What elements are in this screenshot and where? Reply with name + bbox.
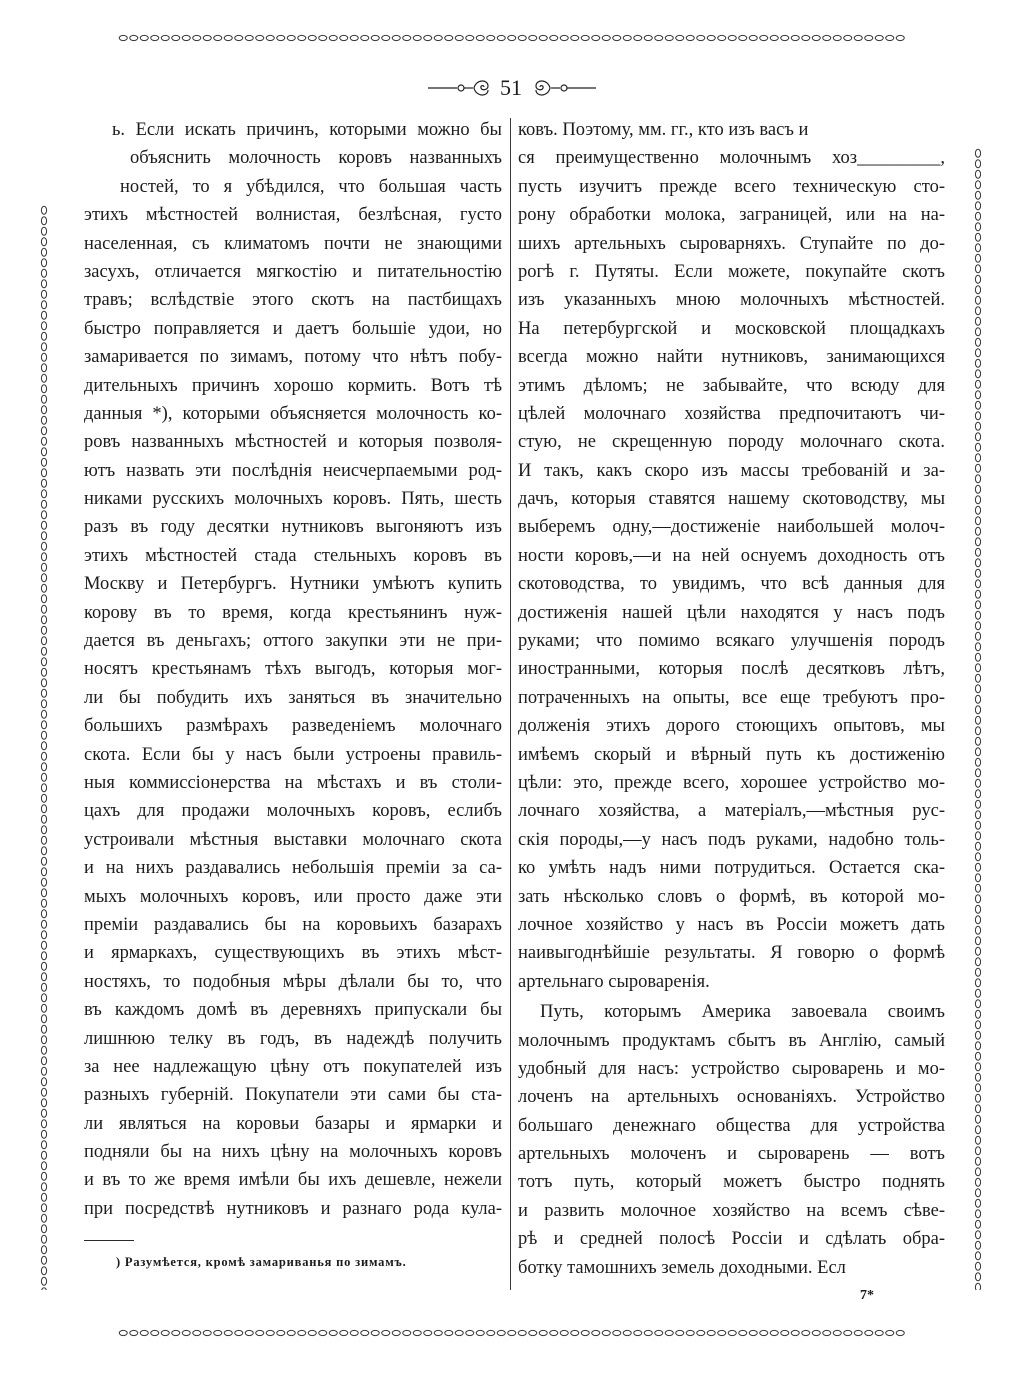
text-line: этихъ мѣстностей волнистая, безлѣсная, густо — [84, 205, 502, 226]
text-line: и въ то же время имѣли бы ихъ дешевле, нежели — [84, 1170, 502, 1191]
text-line: мыхъ молочныхъ коровъ, или просто даже эти — [84, 886, 502, 907]
text-line: дительныхъ причинъ хорошо кормить. Вотъ тѣ — [84, 375, 502, 396]
text-line: ко умѣть надъ ними потрудиться. Остается ска- — [518, 858, 945, 879]
left-column — [84, 116, 502, 1223]
text-line: за нее надлежащую цѣну отъ покупателей изъ — [84, 1056, 502, 1077]
text-line: носятъ крестьянамъ тѣхъ выгодъ, которыя мог- — [84, 659, 502, 680]
text-line: дачъ, которыя ставятся нашему скотоводству, мы — [518, 489, 945, 510]
text-line: подняли бы на нихъ цѣну на молочныхъ коровъ — [84, 1142, 502, 1163]
text-line: въ каждомъ домѣ въ деревняхъ припускали бы — [84, 1000, 502, 1021]
text-line: ли являться на коровьи базары и ярмарки и — [84, 1113, 502, 1134]
text-line: иностранными, которыя послѣ десятковъ лѣтъ, — [518, 659, 945, 680]
text-line: лочнаго хозяйства, а матеріалъ,—мѣстныя рус- — [518, 801, 945, 822]
text-line: разныхъ губерній. Покупатели эти сами бы ста- — [84, 1085, 502, 1106]
text-line: скотоводства, то увидимъ, что всѣ данныя для — [518, 574, 945, 595]
text-line: артельныхъ молоченъ и сыроварень — вотъ — [518, 1144, 945, 1165]
column-divider — [510, 118, 511, 1290]
right-column — [518, 116, 945, 1282]
footnote: ) Разумѣется, кромѣ замариванья по зимамъ. — [116, 1255, 407, 1269]
text-line: корову въ то время, когда крестьянинъ нуж- — [84, 602, 502, 623]
text-line: ностей, то я убѣдился, что большая часть — [120, 176, 502, 197]
text-line: данныя *), которыми объясняется молочность ко- — [84, 403, 502, 424]
text-line: объяснить молочность коровъ названныхъ — [130, 148, 502, 169]
right-chain-border — [973, 148, 983, 1290]
text-line: стую, не скрещенную породу молочнаго скота. — [518, 432, 945, 453]
footnote-rule — [84, 1240, 134, 1241]
text-line: наивыгоднѣйшіе результаты. Я говорю о формѣ — [518, 943, 945, 964]
text-line: скія породы,—у насъ подъ руками, надобно толь- — [518, 829, 945, 850]
text-line: и развить молочное хозяйство на всемъ сѣве- — [518, 1200, 945, 1221]
text-line: ботку тамошнихъ земель доходными. Есл — [518, 1257, 846, 1278]
text-line: быстро поправляется и даетъ большіе удои, но — [84, 318, 502, 339]
text-line: большаго денежнаго общества для устройства — [518, 1115, 945, 1136]
text-line: выберемъ одну,—достиженіе наибольшей молоч- — [518, 517, 945, 538]
page-number: 51 — [500, 75, 522, 100]
signature-mark: 7* — [860, 1288, 874, 1303]
text-line: шихъ артельныхъ сыроварняхъ. Ступайте по до- — [518, 233, 945, 254]
left-chain-border — [39, 205, 49, 1290]
text-line: ныя коммиссіонерства на мѣстахъ и въ столи- — [84, 772, 502, 793]
text-line: разъ въ году десятки нутниковъ выгоняютъ изъ — [84, 517, 502, 538]
text-line: И такъ, какъ скоро изъ массы требованій и за- — [518, 460, 945, 481]
text-line: и ярмаркахъ, существующихъ въ этихъ мѣст- — [84, 943, 502, 964]
text-line: дается въ деньгахъ; оттого закупки эти не при- — [84, 631, 502, 652]
text-line: ь. Если искать причинъ, которыми можно бы — [112, 120, 502, 140]
text-line: потраченныхъ на опыты, все еще требуютъ про- — [518, 687, 945, 708]
text-line: лишнюю телку въ годъ, въ надеждѣ получить — [84, 1028, 502, 1049]
text-line: молочнымъ продуктамъ сбытъ въ Англію, самый — [518, 1030, 945, 1051]
text-line: рону обработки молока, заграницей, или на на- — [518, 205, 945, 226]
text-line: при посредствѣ нутниковъ и разнаго рода кула- — [84, 1198, 502, 1219]
text-line: скота. Если бы у насъ были устроены правиль- — [84, 744, 502, 765]
text-line: ютъ назвать эти послѣднія неисчерпаемыми род- — [84, 460, 502, 481]
text-line: цѣлей молочнаго хозяйства предпочитаютъ чи- — [518, 403, 945, 424]
text-line: и на нихъ раздавались небольшія преміи за са- — [84, 858, 502, 879]
text-line: засухъ, отличается мягкостію и питательностію — [84, 261, 502, 282]
top-chain-border — [118, 33, 905, 43]
text-line: ковъ. Поэтому, мм. гг., кто изъ васъ и — [518, 120, 809, 140]
text-line: рогѣ г. Путяты. Если можете, покупайте скотъ — [518, 261, 945, 282]
text-line: устроивали мѣстныя выставки молочнаго скота — [84, 829, 502, 850]
bottom-chain-border — [118, 1328, 905, 1338]
text-line: достиженія нашей цѣли находятся у насъ подъ — [518, 602, 945, 623]
text-line: долженія этихъ дорого стоющихъ опытовъ, мы — [518, 716, 945, 737]
paragraph — [518, 998, 945, 1282]
text-line: руками; что помимо всякаго улучшенія породъ — [518, 631, 945, 652]
text-line: удобный для насъ: устройство сыроварень и мо- — [518, 1058, 945, 1079]
text-line: этимъ дѣломъ; не забывайте, что всюду для — [518, 375, 945, 396]
text-line: ности коровъ,—и на ней оснуемъ доходность отъ — [518, 545, 945, 566]
text-line: пусть изучитъ прежде всего техническую сто- — [518, 176, 945, 197]
paragraph — [518, 116, 945, 996]
text-line: большихъ размѣрахъ разведеніемъ молочнаго — [84, 716, 502, 737]
text-line: ровъ названныхъ мѣстностей и которыя позволя- — [84, 432, 502, 453]
text-line: замаривается по зимамъ, потому что нѣтъ побу- — [84, 347, 502, 368]
text-line: Москву и Петербургъ. Нутники умѣютъ купить — [84, 574, 502, 595]
text-line: населенная, съ климатомъ почти не знающими — [84, 233, 502, 254]
text-line: травъ; вслѣдствіе этого скотъ на пастбищахъ — [84, 290, 502, 311]
text-line: никами русскихъ молочныхъ коровъ. Пять, шесть — [84, 489, 502, 510]
text-line: рѣ и средней полосѣ Россіи и сдѣлать обра- — [518, 1229, 945, 1250]
text-line: имѣемъ скорый и вѣрный путь къ достиженію — [518, 744, 945, 765]
text-line: ся преимущественно молочнымъ хоз_________, — [518, 148, 945, 169]
text-line: всегда можно найти нутниковъ, занимающихся — [518, 347, 945, 368]
text-line: На петербургской и московской площадкахъ — [518, 318, 945, 339]
text-line: тотъ путь, который можетъ быстро поднять — [518, 1172, 945, 1193]
text-line: этихъ мѣстностей стада стельныхъ коровъ въ — [84, 545, 502, 566]
text-line: зать нѣсколько словъ о формѣ, въ которой мо- — [518, 886, 945, 907]
text-line: цахъ для продажи молочныхъ коровъ, еслибъ — [84, 801, 502, 822]
text-line: ли бы побудить ихъ заняться въ значительно — [84, 687, 502, 708]
text-line: лоченъ на артельныхъ основаніяхъ. Устройство — [518, 1087, 945, 1108]
text-line: преміи раздавались бы на коровьихъ базарахъ — [84, 914, 502, 935]
text-line: артельнаго сыроваренія. — [518, 971, 710, 992]
text-line: цѣли: это, прежде всего, хорошее устройство мо- — [518, 772, 945, 793]
text-line: Путь, которымъ Америка завоевала своимъ — [540, 1002, 945, 1023]
text-line: ностяхъ, то подобныя мѣры дѣлали бы то, что — [84, 971, 502, 992]
text-line: изъ указанныхъ мною молочныхъ мѣстностей. — [518, 290, 945, 311]
text-line: лочное хозяйство у насъ въ Россіи можетъ дать — [518, 914, 945, 935]
